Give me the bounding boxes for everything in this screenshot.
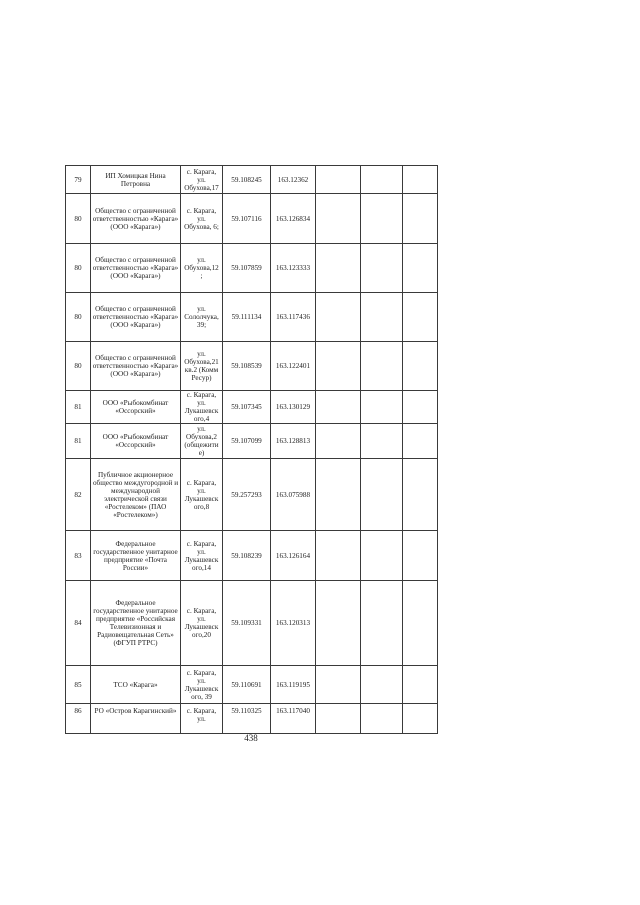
empty-cell <box>361 293 403 342</box>
organization-cell <box>91 666 181 704</box>
address-line: Обухова,17 <box>184 183 219 192</box>
address-line: ул. <box>197 547 206 556</box>
organization-cell <box>91 244 181 293</box>
longitude-cell: 163.120313 <box>271 581 316 666</box>
empty-cell <box>316 342 361 391</box>
organization-line: ООО «Рыбокомбинат <box>102 433 169 441</box>
page-number: 438 <box>244 733 258 743</box>
address-line: кв.2 (Комм <box>184 366 219 374</box>
empty-cell <box>403 166 438 194</box>
latitude-cell: 59.110325 <box>223 704 271 734</box>
address-line: с. Карага, <box>186 478 217 487</box>
longitude-cell: 163.117436 <box>271 293 316 342</box>
address-cell <box>181 194 223 244</box>
organization-cell <box>91 342 181 391</box>
address-cell <box>181 342 223 391</box>
empty-cell <box>403 531 438 581</box>
empty-cell <box>403 194 438 244</box>
empty-cell <box>361 194 403 244</box>
address-line: (общежити <box>184 441 219 449</box>
address-line: ул. <box>197 175 206 184</box>
address-line: Обухова,2 <box>186 433 217 441</box>
organization-line: общество междугородной и <box>92 478 179 487</box>
organization-line: Общество с ограниченной <box>95 305 176 313</box>
organization-line: ответственностью «Карага» <box>92 214 179 223</box>
organization-line: предприятие «Российская <box>95 615 176 623</box>
table-row <box>66 459 438 531</box>
organization-cell <box>91 459 181 531</box>
empty-cell <box>316 244 361 293</box>
latitude-cell: 59.107859 <box>223 244 271 293</box>
row-number-cell: 81 <box>66 424 91 459</box>
empty-cell <box>403 459 438 531</box>
address-line: с. Карага, <box>186 391 217 399</box>
row-number-cell: 83 <box>66 531 91 581</box>
organization-line: Общество с ограниченной <box>95 256 176 264</box>
address-line: ул. <box>197 399 206 407</box>
organization-line: государственное унитарное <box>93 607 178 615</box>
latitude-cell: 59.108239 <box>223 531 271 581</box>
empty-cell <box>316 666 361 704</box>
organization-line: «Ростелеком») <box>113 510 158 519</box>
table-row <box>66 293 438 342</box>
row-number-cell: 81 <box>66 391 91 424</box>
organization-cell <box>91 531 181 581</box>
address-line: ул. <box>197 615 206 623</box>
address-line: 39; <box>196 321 207 329</box>
organization-line: ответственностью «Карага» <box>92 313 179 321</box>
empty-cell <box>403 581 438 666</box>
empty-cell <box>316 531 361 581</box>
empty-cell <box>361 704 403 734</box>
address-line: ого,20 <box>192 631 211 639</box>
address-cell <box>181 424 223 459</box>
address-line: Лукашевск <box>184 494 219 503</box>
organization-line: «Оссорский» <box>115 441 156 449</box>
empty-cell <box>316 581 361 666</box>
address-line: ул. <box>197 305 206 313</box>
address-line: Лукашевск <box>184 407 219 415</box>
organization-line: Общество с ограниченной <box>95 206 176 215</box>
latitude-cell: 59.257293 <box>223 459 271 531</box>
address-line: ; <box>200 272 203 280</box>
row-number-cell: 80 <box>66 244 91 293</box>
row-number-cell: 80 <box>66 293 91 342</box>
address-line: Сололчука, <box>184 313 219 321</box>
empty-cell <box>361 666 403 704</box>
longitude-cell: 163.119195 <box>271 666 316 704</box>
empty-cell <box>403 342 438 391</box>
longitude-cell: 163.128813 <box>271 424 316 459</box>
organization-line: (ООО «Карага») <box>110 321 161 329</box>
organization-line: ИП Хомицкая Нина <box>105 171 166 180</box>
address-line: с. Карага, <box>186 539 217 548</box>
table-row <box>66 424 438 459</box>
address-line: ул. <box>197 715 206 723</box>
row-number-cell: 80 <box>66 194 91 244</box>
address-line: ого,14 <box>192 563 211 572</box>
longitude-cell: 163.117040 <box>271 704 316 734</box>
organization-line: электрической связи <box>104 494 167 503</box>
empty-cell <box>403 704 438 734</box>
empty-cell <box>316 704 361 734</box>
table-row <box>66 391 438 424</box>
organization-line: Общество с ограниченной <box>95 354 176 362</box>
address-line: е) <box>198 449 205 457</box>
longitude-cell: 163.075988 <box>271 459 316 531</box>
organization-line: (ООО «Карага») <box>110 272 161 280</box>
address-line: с. Карага, <box>186 607 217 615</box>
organization-line: (ООО «Карага») <box>110 370 161 378</box>
organization-line: РО «Остров Карагинский» <box>94 707 177 715</box>
address-cell <box>181 244 223 293</box>
longitude-cell: 163.122401 <box>271 342 316 391</box>
row-number-cell: 79 <box>66 166 91 194</box>
table-row <box>66 194 438 244</box>
empty-cell <box>361 424 403 459</box>
organization-line: государственное унитарное <box>93 547 178 556</box>
organization-line: Радиовещательная Сеть» <box>97 631 174 639</box>
address-line: ул. <box>197 350 206 358</box>
address-line: с. Карага, <box>186 167 217 176</box>
address-line: Лукашевск <box>184 555 219 564</box>
empty-cell <box>403 391 438 424</box>
empty-cell <box>361 391 403 424</box>
organization-line: Федеральное <box>115 599 156 607</box>
row-number-cell: 84 <box>66 581 91 666</box>
latitude-cell: 59.107099 <box>223 424 271 459</box>
organization-cell <box>91 704 181 734</box>
address-line: ул. <box>197 425 206 433</box>
empty-cell <box>361 459 403 531</box>
row-number-cell: 86 <box>66 704 91 734</box>
address-cell <box>181 459 223 531</box>
table-row <box>66 166 438 194</box>
empty-cell <box>316 293 361 342</box>
address-line: ого,8 <box>193 502 210 511</box>
empty-cell <box>361 531 403 581</box>
row-number-cell: 82 <box>66 459 91 531</box>
table-body <box>66 166 438 734</box>
table-row <box>66 666 438 704</box>
address-line: с. Карага, <box>186 206 217 215</box>
address-cell <box>181 293 223 342</box>
address-line: ого,4 <box>193 415 210 423</box>
address-line: Обухова,21 <box>184 358 219 366</box>
empty-cell <box>316 391 361 424</box>
latitude-cell: 59.111134 <box>223 293 271 342</box>
latitude-cell: 59.107345 <box>223 391 271 424</box>
empty-cell <box>361 342 403 391</box>
empty-cell <box>361 244 403 293</box>
address-line: ого, 39 <box>191 692 212 701</box>
row-number-cell: 85 <box>66 666 91 704</box>
address-line: Лукашевск <box>184 623 219 631</box>
address-line: Обухова, 6; <box>184 222 219 231</box>
organization-cell <box>91 293 181 342</box>
table-row <box>66 244 438 293</box>
organization-cell <box>91 424 181 459</box>
address-line: ул. <box>197 486 206 495</box>
organization-cell <box>91 166 181 194</box>
organization-line: ответственностью «Карага» <box>92 264 179 272</box>
latitude-cell: 59.108245 <box>223 166 271 194</box>
row-number-cell: 80 <box>66 342 91 391</box>
empty-cell <box>316 194 361 244</box>
organization-line: России» <box>122 563 149 572</box>
address-cell <box>181 391 223 424</box>
address-line: с. Карага, <box>186 668 217 677</box>
latitude-cell: 59.108539 <box>223 342 271 391</box>
longitude-cell: 163.130129 <box>271 391 316 424</box>
organization-line: ООО «Рыбокомбинат <box>102 399 169 407</box>
empty-cell <box>403 424 438 459</box>
table-row <box>66 342 438 391</box>
empty-cell <box>403 244 438 293</box>
empty-cell <box>403 666 438 704</box>
organization-line: «Оссорский» <box>115 407 156 415</box>
empty-cell <box>403 293 438 342</box>
table-row <box>66 531 438 581</box>
address-line: ул. <box>197 676 206 685</box>
longitude-cell: 163.12362 <box>271 166 316 194</box>
organization-line: Публичное акционерное <box>97 470 174 479</box>
address-line: Ресур) <box>191 374 212 382</box>
table-row <box>66 704 438 734</box>
address-cell <box>181 666 223 704</box>
organization-line: «Ростелеком» (ПАО <box>104 502 167 511</box>
address-line: ул. <box>197 214 206 223</box>
organization-cell <box>91 391 181 424</box>
organization-line: Телевизионная и <box>109 623 162 631</box>
address-cell <box>181 704 223 734</box>
empty-cell <box>361 581 403 666</box>
organization-cell <box>91 194 181 244</box>
organization-line: Петровна <box>120 179 151 188</box>
organization-line: ТСО «Карага» <box>113 680 158 689</box>
address-cell <box>181 166 223 194</box>
organization-line: (ФГУП РТРС) <box>113 639 158 647</box>
longitude-cell: 163.126834 <box>271 194 316 244</box>
latitude-cell: 59.110691 <box>223 666 271 704</box>
data-table <box>65 165 438 734</box>
empty-cell <box>316 166 361 194</box>
table-row <box>66 581 438 666</box>
address-cell <box>181 581 223 666</box>
organization-line: международной <box>111 486 160 495</box>
empty-cell <box>316 459 361 531</box>
longitude-cell: 163.123333 <box>271 244 316 293</box>
latitude-cell: 59.107116 <box>223 194 271 244</box>
organization-cell <box>91 581 181 666</box>
empty-cell <box>316 424 361 459</box>
address-cell <box>181 531 223 581</box>
address-line: Лукашевск <box>184 684 219 693</box>
address-line: ул. <box>197 256 206 264</box>
organization-line: Федеральное <box>115 539 156 548</box>
organization-line: (ООО «Карага») <box>110 222 161 231</box>
empty-cell <box>361 166 403 194</box>
organization-line: предприятие «Почта <box>104 555 167 564</box>
organization-line: ответственностью «Карага» <box>92 362 179 370</box>
latitude-cell: 59.109331 <box>223 581 271 666</box>
address-line: Обухова,12 <box>184 264 219 272</box>
longitude-cell: 163.126164 <box>271 531 316 581</box>
address-line: с. Карага, <box>186 707 217 715</box>
